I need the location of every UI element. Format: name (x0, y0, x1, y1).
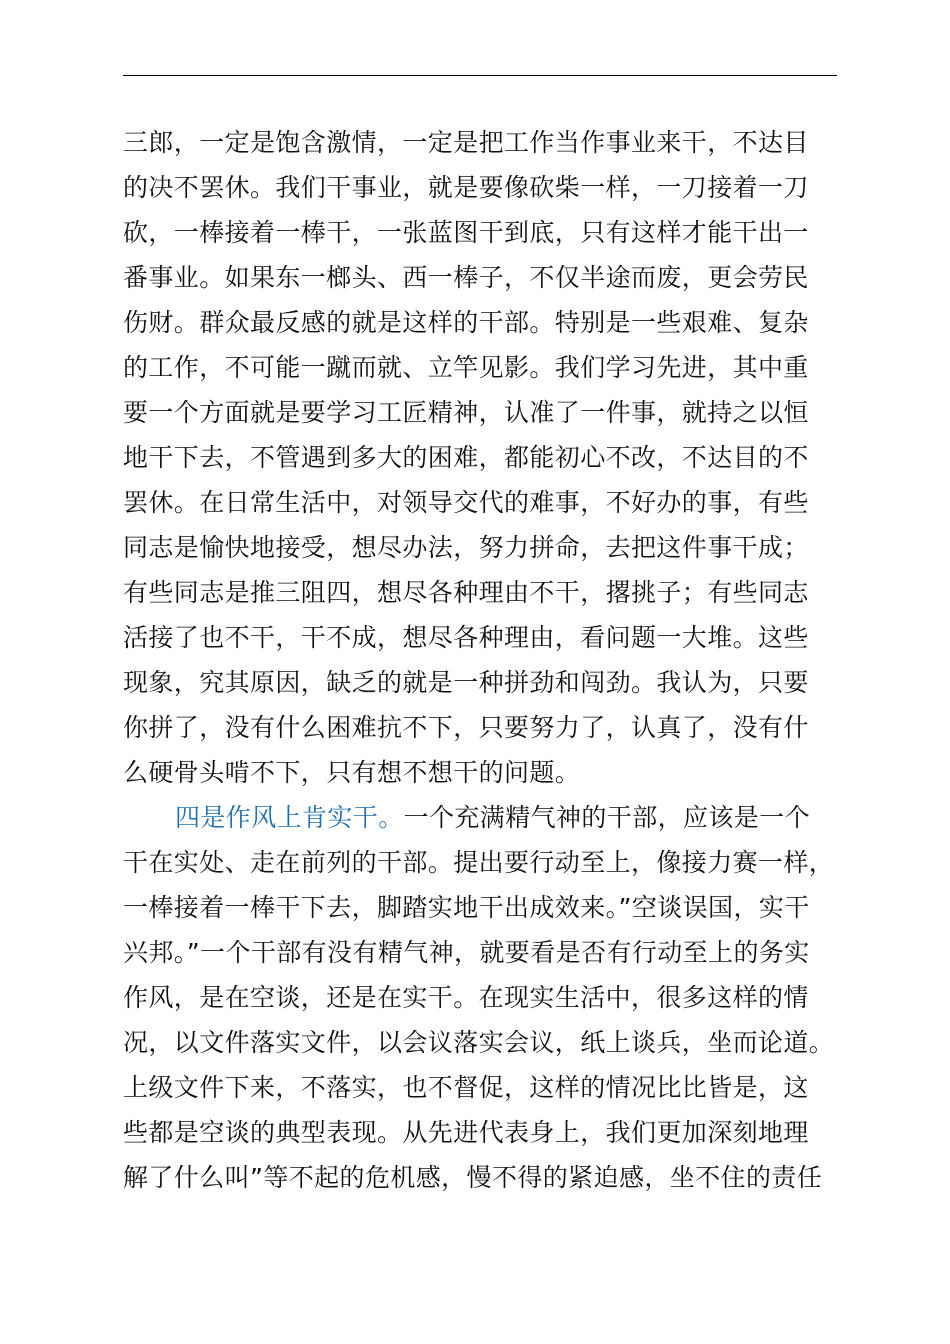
paragraph-1 (123, 120, 863, 795)
text-line: 三郎，一定是饱含激情，一定是把工作当作事业来干，不达目 (123, 128, 809, 157)
section-heading: 四是作风上肯实干。 (175, 803, 404, 832)
text-line: 你拼了，没有什么困难抗不下，只要努力了，认真了，没有什 (123, 713, 809, 742)
document-body (123, 120, 863, 1200)
text-line: 要一个方面就是要学习工匠精神，认准了一件事，就持之以恒 (123, 398, 809, 427)
paragraph-2 (123, 795, 863, 1200)
text-line: 作风，是在空谈，还是在实干。在现实生活中，很多这样的情 (123, 983, 809, 1012)
first-line-text: 一个充满精气神的干部，应该是一个 (403, 803, 811, 832)
text-line: 同志是愉快地接受，想尽办法，努力拼命，去把这件事干成； (123, 533, 809, 562)
text-line: 有些同志是推三阻四，想尽各种理由不干，撂挑子；有些同志 (123, 578, 809, 607)
text-line: 么硬骨头啃不下，只有想不想干的问题。 (123, 758, 581, 787)
text-line: 上级文件下来，不落实，也不督促，这样的情况比比皆是，这 (123, 1073, 809, 1102)
text-line: 砍，一棒接着一棒干，一张蓝图干到底，只有这样才能干出一 (123, 218, 809, 247)
text-line: 罢休。在日常生活中，对领导交代的难事，不好办的事，有些 (123, 488, 809, 517)
text-line: 的工作，不可能一蹴而就、立竿见影。我们学习先进，其中重 (123, 353, 809, 382)
text-line: 一棒接着一棒干下去，脚踏实地干出成效来。”空谈误国，实干 (123, 893, 810, 922)
text-line: 现象，究其原因，缺乏的就是一种拼劲和闯劲。我认为，只要 (123, 668, 809, 697)
text-line: 解了什么叫”等不起的危机感，慢不得的紧迫感，坐不住的责任 (123, 1163, 823, 1192)
text-line: 番事业。如果东一榔头、西一棒子，不仅半途而废，更会劳民 (123, 263, 809, 292)
text-line: 况，以文件落实文件，以会议落实会议，纸上谈兵，坐而论道。 (123, 1028, 835, 1057)
text-line: 伤财。群众最反感的就是这样的干部。特别是一些艰难、复杂 (123, 308, 809, 337)
paragraph-2-first-line (123, 795, 863, 840)
header-rule (123, 75, 837, 76)
text-line: 干在实处、走在前列的干部。提出要行动至上，像接力赛一样， (123, 848, 835, 877)
text-line: 的决不罢休。我们干事业，就是要像砍柴一样，一刀接着一刀 (123, 173, 809, 202)
text-line: 兴邦。”一个干部有没有精气神，就要看是否有行动至上的务实 (123, 938, 810, 967)
text-line: 活接了也不干，干不成，想尽各种理由，看问题一大堆。这些 (123, 623, 809, 652)
text-line: 些都是空谈的典型表现。从先进代表身上，我们更加深刻地理 (123, 1118, 809, 1147)
text-line: 地干下去，不管遇到多大的困难，都能初心不改，不达目的不 (123, 443, 809, 472)
